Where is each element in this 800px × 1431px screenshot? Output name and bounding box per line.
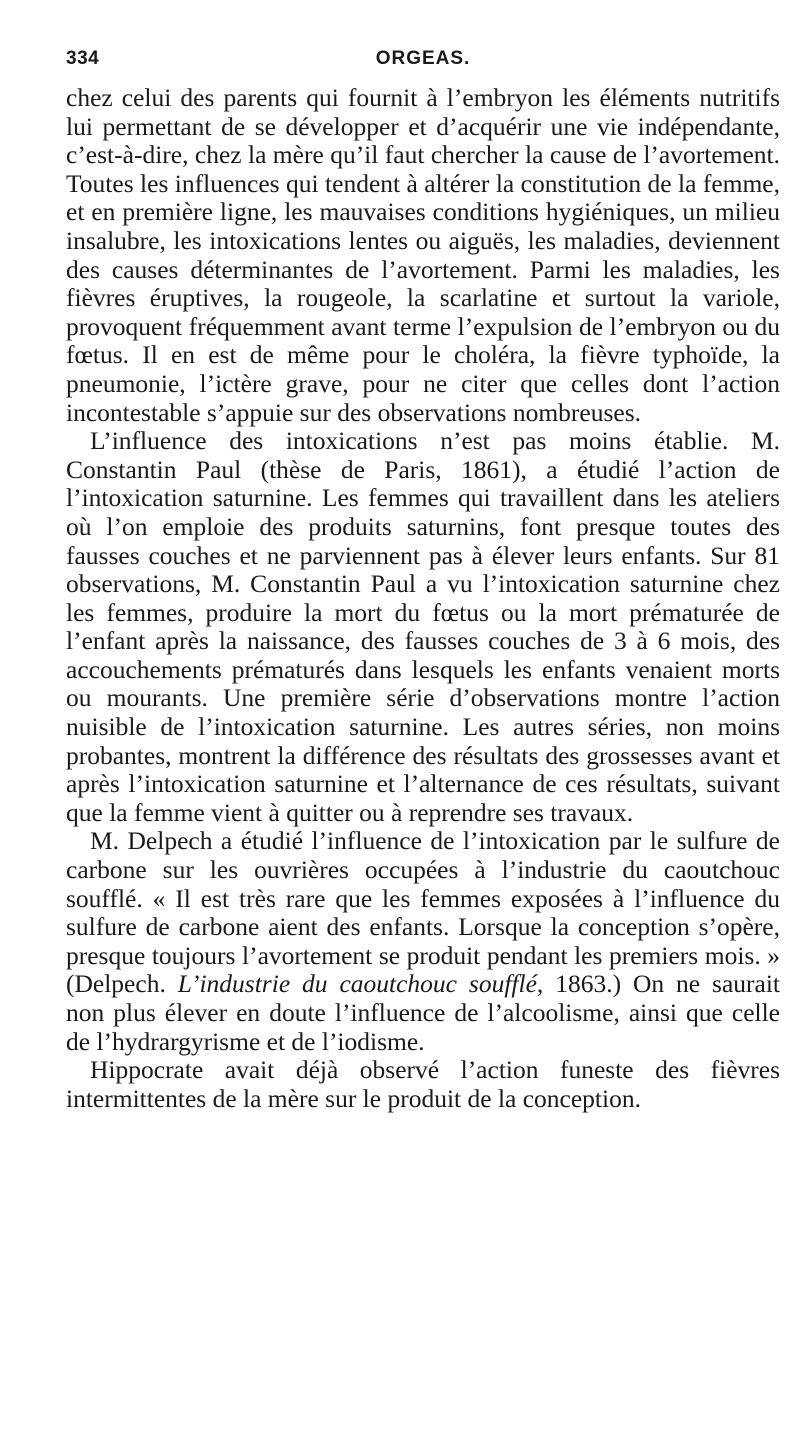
body-text [66,84,780,1113]
cited-work-title: L’industrie du caoutchouc soufflé, [177,969,544,999]
paragraph-delpech-text-before: M. Delpech a étudié l’influence de l’intoxication par le sulfure de carbone sur les ouvrières occupées à l’industrie du caoutchouc soufflé. « Il est très rare que les femmes exposées à l’influence du sulfure de carbone aient des enfants. Lorsque la conception s’opère, presque toujours l’avortement se produit pendant les premiers mois. » (Delpech. [66,826,780,999]
paragraph-intoxications: L’influence des intoxications n’est pas moins établie. M. Constantin Paul (thèse de Paris, 1861), a étudié l’action de l’intoxication saturnine. Les femmes qui travaillent dans les ateliers où l’on emploie des produits saturnins, font presque toutes des fausses couches et ne parviennent pas à élever leurs enfants. Sur 81 observations, M. Constantin Paul a vu l’intoxication saturnine chez les femmes, produire la mort du fœtus ou la mort prématurée de l’enfant après la naissance, des fausses couches de 3 à 6 mois, des accouchements prématurés dans lesquels les enfants venaient morts ou mourants. Une première série d’observations montre l’action nuisible de l’intoxication saturnine. Les autres séries, non moins probantes, montrent la différence des résultats des grossesses avant et après l’intoxication saturnine et l’alternance de ces résultats, suivant que la femme vient à quitter ou à reprendre ses travaux. [66,426,780,827]
running-head [66,48,780,78]
paragraph-hippocrate: Hippocrate avait déjà observé l’action funeste des fièvres intermittentes de la mère sur le produit de la conception. [66,1055,780,1113]
paragraph-abortion-causes: chez celui des parents qui fournit à l’embryon les éléments nutritifs lui permettant de se développer et d’acquérir une vie indépendante, c’est-à-dire, chez la mère qu’il faut chercher la cause de l’avortement. Toutes les influences qui tendent à altérer la constitution de la femme, et en première ligne, les mauvaises conditions hygiéniques, un milieu insalubre, les intoxications lentes ou aiguës, les maladies, deviennent des causes déterminantes de l’avortement. Parmi les maladies, les fièvres éruptives, la rougeole, la scarlatine et surtout la variole, provoquent fréquemment avant terme l’expulsion de l’embryon ou du fœtus. Il en est de même pour le choléra, la fièvre typhoïde, la pneumonie, l’ictère grave, pour ne citer que celles dont l’action incontestable s’appuie sur des observations nombreuses. [66,83,780,427]
paragraph-delpech [66,827,780,1056]
paragraph-delpech-text-after: 1863.) On ne saurait non plus élever en doute l’influence de l’alcoolisme, ainsi que celle de l’hydrargyrisme et de l’iodisme. [66,969,780,1056]
running-title: ORGEAS. [375,48,471,69]
page-number: 334 [66,48,100,69]
